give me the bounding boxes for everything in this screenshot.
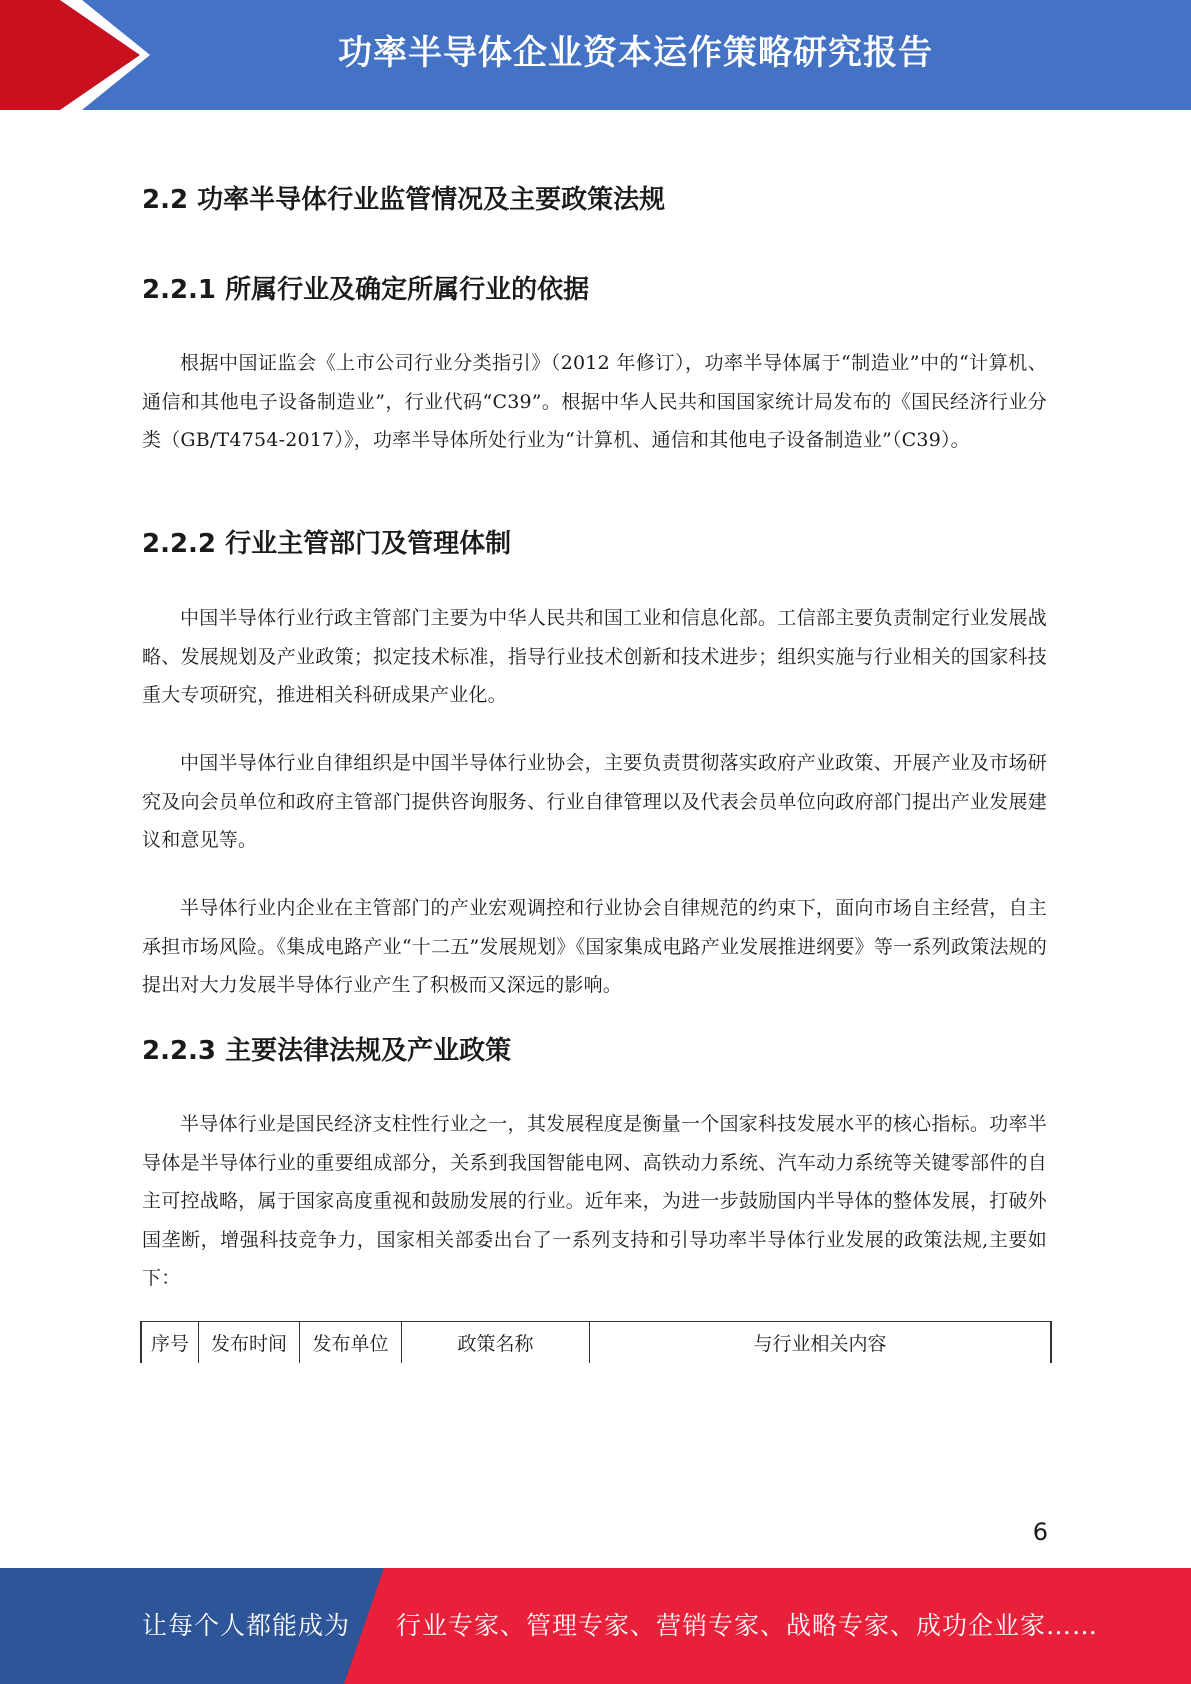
paragraph-industry-classification: 根据中国证监会《上市公司行业分类指引》（2012 年修订），功率半导体属于“制造业”中的“计算机、通信和其他电子设备制造业”，行业代码“C39”。根据中华人民共和国国家统计局发布的《国民经济行业分类（GB/T4754-2017）》，功率半导体所处行业为“计算机、通信和其他电子设备制造业”（C39）。 <box>142 352 1047 451</box>
subsection-heading-3: 2.2.3 主要法律法规及产业政策 <box>142 1036 512 1066</box>
column-header-issuer: 发布单位 <box>300 1322 402 1364</box>
policy-table <box>140 1321 1052 1363</box>
report-title: 功率半导体企业资本运作策略研究报告 <box>338 33 933 73</box>
column-header-index: 序号 <box>141 1322 199 1364</box>
page-footer <box>0 1568 1191 1684</box>
subsection-heading-1: 2.2.1 所属行业及确定所属行业的依据 <box>142 275 590 305</box>
subsection-heading-2: 2.2.2 行业主管部门及管理体制 <box>142 529 512 559</box>
paragraph-association: 中国半导体行业自律组织是中国半导体行业协会，主要负责贯彻落实政府产业政策、开展产业及市场研究及向会员单位和政府主管部门提供咨询服务、行业自律管理以及代表会员单位向政府部门提出产业发展建议和意见等。 <box>142 752 1047 851</box>
paragraph-regulator: 中国半导体行业行政主管部门主要为中华人民共和国工业和信息化部。工信部主要负责制定行业发展战略、发展规划及产业政策；拟定技术标准，指导行业技术创新和技术进步；组织实施与行业相关的国家科技重大专项研究，推进相关科研成果产业化。 <box>142 607 1047 706</box>
paragraph-market: 半导体行业内企业在主管部门的产业宏观调控和行业协会自律规范的约束下，面向市场自主经营，自主承担市场风险。《集成电路产业“十二五”发展规划》《国家集成电路产业发展推进纲要》等一系列政策法规的提出对大力发展半导体行业产生了积极而又深远的影响。 <box>142 897 1047 996</box>
page-number: 6 <box>1032 1518 1048 1546</box>
column-header-policy-name: 政策名称 <box>402 1322 590 1364</box>
column-header-content: 与行业相关内容 <box>590 1322 1052 1364</box>
section-heading: 2.2 功率半导体行业监管情况及主要政策法规 <box>142 185 666 215</box>
column-header-date: 发布时间 <box>199 1322 300 1364</box>
table-header-row <box>141 1322 1051 1364</box>
footer-slogan-right: 行业专家、管理专家、营销专家、战略专家、成功企业家…… <box>396 1611 1099 1640</box>
page-header <box>0 0 1191 110</box>
paragraph-policies: 半导体行业是国民经济支柱性行业之一，其发展程度是衡量一个国家科技发展水平的核心指标。功率半导体是半导体行业的重要组成部分，关系到我国智能电网、高铁动力系统、汽车动力系统等关键零部件的自主可控战略，属于国家高度重视和鼓励发展的行业。近年来，为进一步鼓励国内半导体的整体发展，打破外国垄断，增强科技竞争力，国家相关部委出台了一系列支持和引导功率半导体行业发展的政策法规,主要如下： <box>142 1113 1047 1289</box>
footer-slogan-left: 让每个人都能成为 <box>142 1611 351 1640</box>
